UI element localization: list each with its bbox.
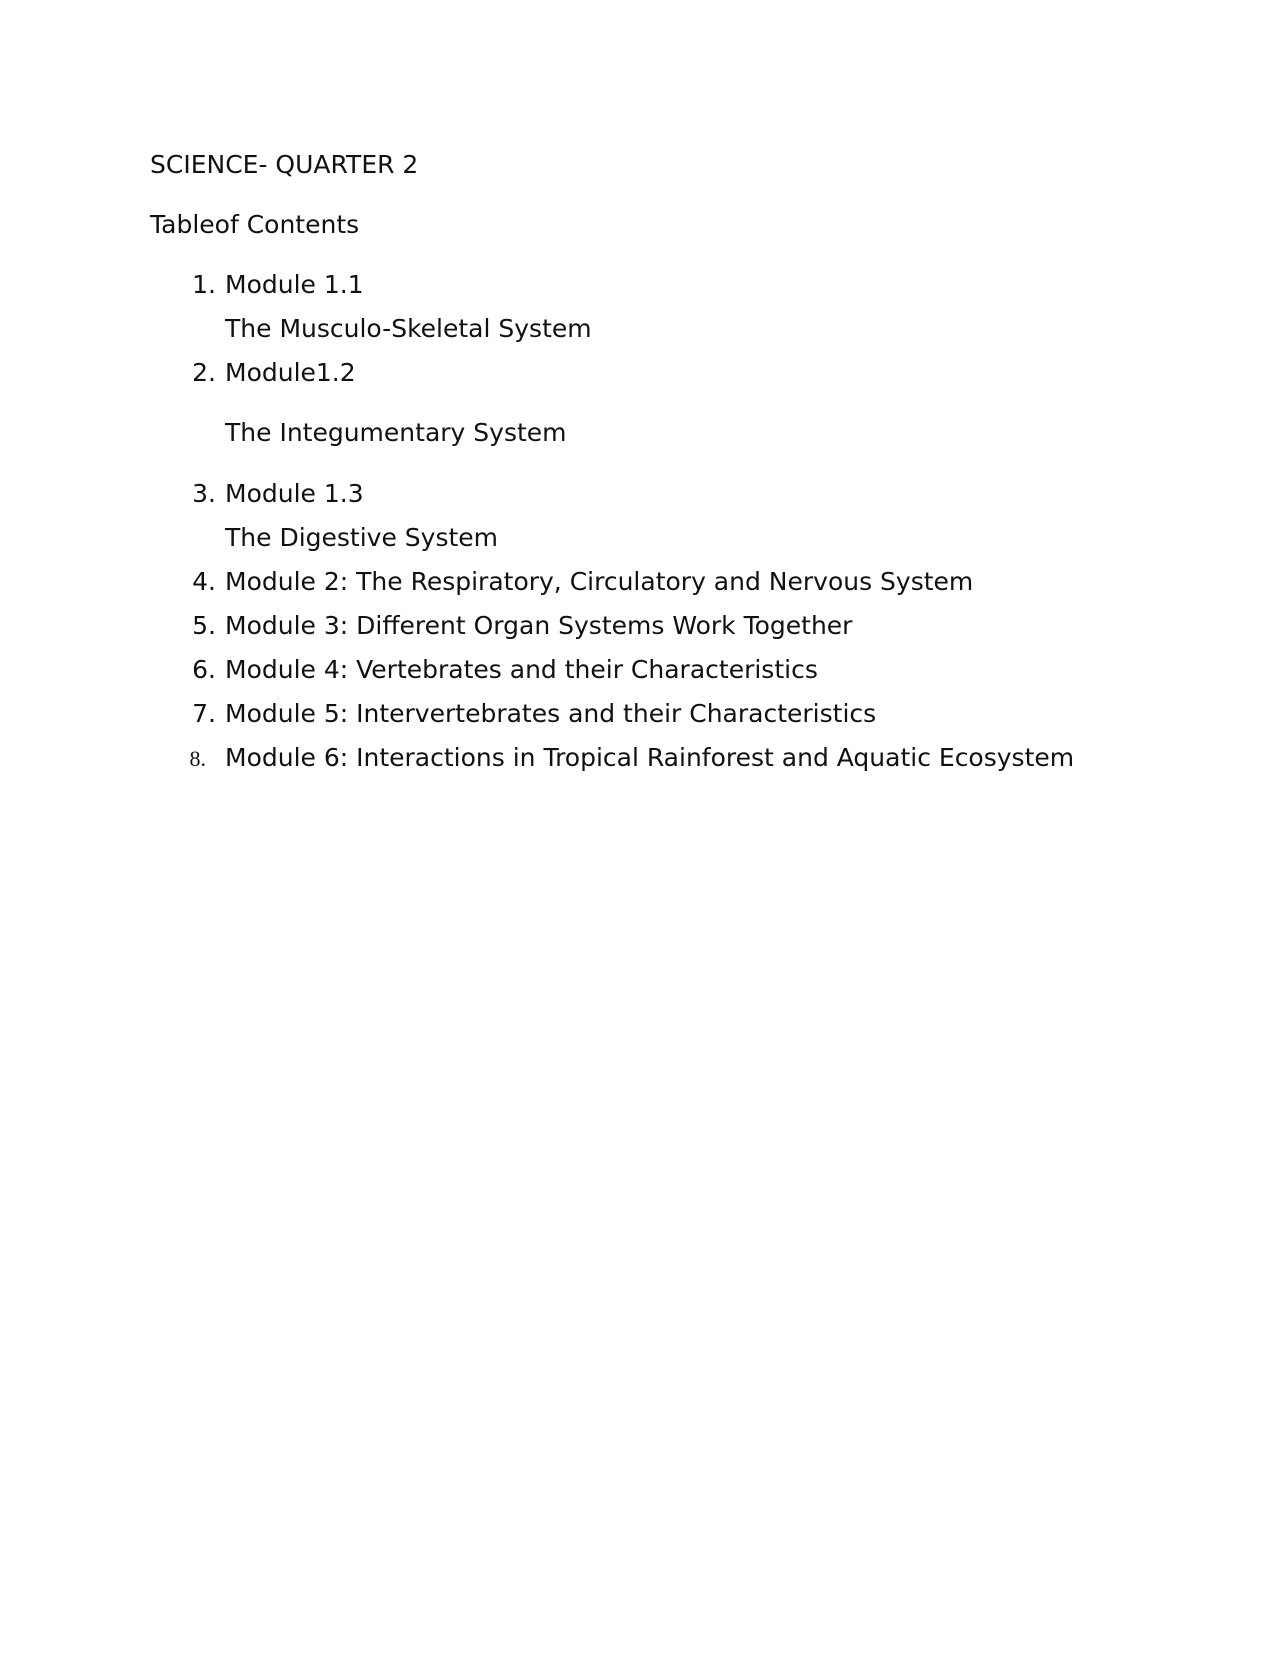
toc-item-label: Module 5: Intervertebrates and their Characteristics — [225, 699, 877, 728]
toc-item-label: Module 1.3 — [225, 479, 364, 508]
toc-item-label: Module 6: Interactions in Tropical Rainforest and Aquatic Ecosystem — [225, 743, 1075, 772]
toc-item-number: 4. — [192, 567, 216, 596]
toc-item-number: 7. — [192, 699, 216, 728]
toc-item-label: Module1.2 — [225, 358, 356, 387]
toc-item-sublabel: The Integumentary System — [225, 418, 567, 447]
toc-item-number: 2. — [192, 358, 216, 387]
toc-item-number: 5. — [192, 611, 216, 640]
toc-item-label: Module 1.1 — [225, 270, 364, 299]
toc-item-number: 6. — [192, 655, 216, 684]
toc-item-label: Module 2: The Respiratory, Circulatory and Nervous System — [225, 567, 974, 596]
page-title: SCIENCE- QUARTER 2 — [150, 150, 419, 179]
toc-item-number: 8. — [189, 746, 206, 771]
toc-item-sublabel: The Musculo-Skeletal System — [225, 314, 592, 343]
toc-item-number: 3. — [192, 479, 216, 508]
toc-item-label: Module 3: Different Organ Systems Work Together — [225, 611, 853, 640]
toc-heading: Tableof Contents — [150, 210, 360, 239]
toc-item-sublabel: The Digestive System — [225, 523, 499, 552]
toc-item-number: 1. — [192, 270, 216, 299]
toc-item-label: Module 4: Vertebrates and their Characteristics — [225, 655, 818, 684]
